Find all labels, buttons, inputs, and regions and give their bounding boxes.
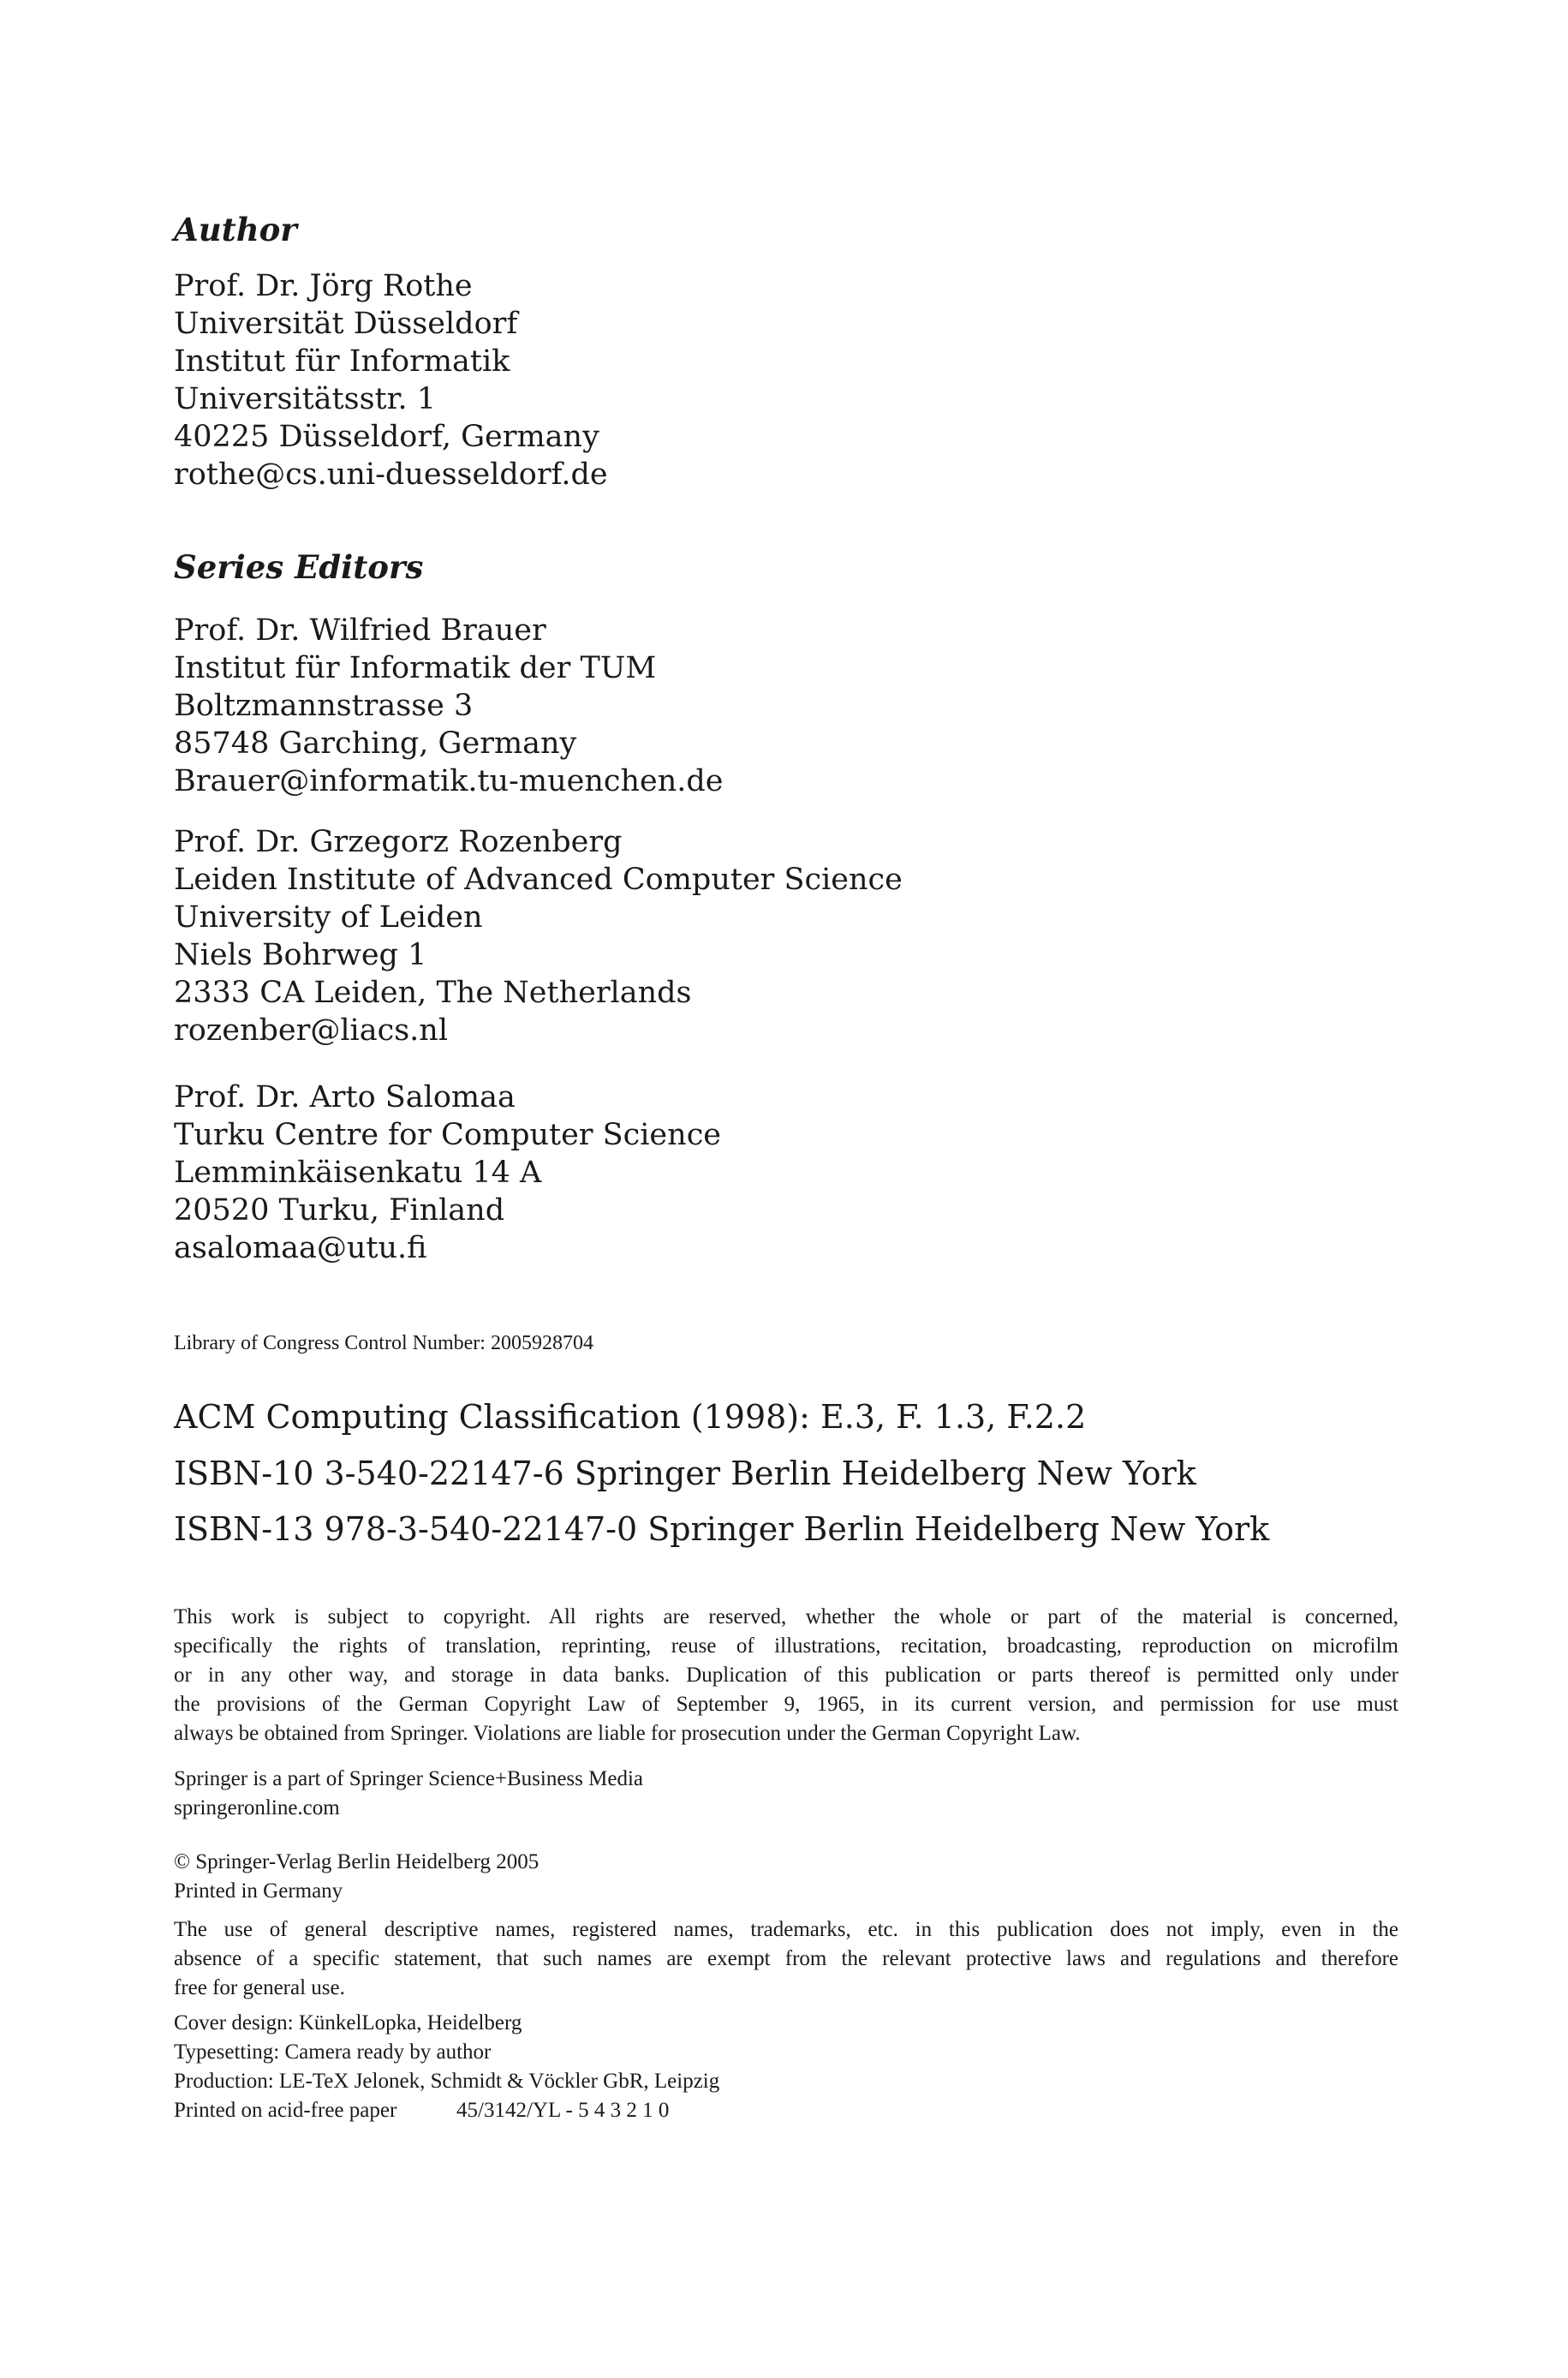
editor-address-brauer — [174, 612, 724, 800]
author-line: Prof. Dr. Jörg Rothe — [174, 269, 473, 303]
printed-in-line: Printed in Germany — [174, 1879, 343, 1903]
copyright-notice-line: the provisions of the German Copyright Law of September 9, 1965, in its current version, and permission for use must — [174, 1693, 1398, 1716]
author-line: Institut für Informatik — [174, 344, 510, 379]
names-notice — [174, 1915, 1398, 2003]
editor-line: 20520 Turku, Finland — [174, 1193, 505, 1228]
springer-website: springeronline.com — [174, 1796, 340, 1819]
editor-line: Prof. Dr. Wilfried Brauer — [174, 613, 546, 648]
editor-email: asalomaa@utu.fi — [174, 1231, 427, 1265]
editor-address-rozenberg — [174, 823, 903, 1049]
editor-line: 85748 Garching, Germany — [174, 726, 577, 761]
copyright-line: © Springer-Verlag Berlin Heidelberg 2005 — [174, 1850, 540, 1873]
copyright-notice — [174, 1603, 1398, 1748]
author-line: Universität Düsseldorf — [174, 307, 518, 341]
author-heading: Author — [174, 211, 297, 248]
production-credits — [174, 2009, 1398, 2125]
editor-line: 2333 CA Leiden, The Netherlands — [174, 976, 692, 1010]
library-of-congress-number: Library of Congress Control Number: 2005928704 — [174, 1332, 593, 1354]
editor-line: Prof. Dr. Arto Salomaa — [174, 1080, 516, 1114]
editor-line: Turku Centre for Computer Science — [174, 1118, 722, 1152]
cover-design-line: Cover design: KünkelLopka, Heidelberg — [174, 2011, 522, 2034]
acid-free-paper: Printed on acid-free paper — [174, 2099, 397, 2122]
production-line: Production: LE-TeX Jelonek, Schmidt & Vöckler GbR, Leipzig — [174, 2070, 720, 2093]
copyright-notice-line: always be obtained from Springer. Violations are liable for prosecution under the German Copyright Law. — [174, 1722, 1081, 1745]
editor-line: Leiden Institute of Advanced Computer Science — [174, 863, 903, 897]
isbn-13: ISBN-13 978-3-540-22147-0 Springer Berlin Heidelberg New York — [174, 1510, 1270, 1548]
copyright-notice-line: This work is subject to copyright. All rights are reserved, whether the whole or part of the material is concerned, — [174, 1605, 1398, 1628]
copyright-notice-line: or in any other way, and storage in data banks. Duplication of this publication or parts thereof is permitted only under — [174, 1664, 1398, 1687]
author-line: Universitätsstr. 1 — [174, 382, 436, 416]
acm-classification: ACM Computing Classification (1998): E.3, F. 1.3, F.2.2 — [174, 1398, 1087, 1436]
editor-line: Prof. Dr. Grzegorz Rozenberg — [174, 825, 623, 859]
copyright-info — [174, 1848, 1398, 1906]
editor-email: Brauer@informatik.tu-muenchen.de — [174, 764, 724, 798]
isbn-10: ISBN-10 3-540-22147-6 Springer Berlin Heidelberg New York — [174, 1455, 1196, 1492]
author-email: rothe@cs.uni-duesseldorf.de — [174, 457, 608, 492]
author-address — [174, 267, 608, 493]
editor-line: Niels Bohrweg 1 — [174, 938, 427, 972]
typesetting-line: Typesetting: Camera ready by author — [174, 2040, 492, 2064]
editor-line: Lemminkäisenkatu 14 A — [174, 1156, 542, 1190]
paper-line — [174, 2096, 1398, 2125]
print-code: 45/3142/YL - 5 4 3 2 1 0 — [456, 2099, 670, 2122]
editor-line: Boltzmannstrasse 3 — [174, 689, 474, 723]
editor-line: University of Leiden — [174, 900, 483, 935]
editor-email: rozenber@liacs.nl — [174, 1013, 449, 1048]
author-line: 40225 Düsseldorf, Germany — [174, 420, 599, 454]
names-notice-line: absence of a specific statement, that such names are exempt from the relevant protective laws and regulations and therefore — [174, 1947, 1398, 1970]
names-notice-line: The use of general descriptive names, registered names, trademarks, etc. in this publication does not imply, even in the — [174, 1918, 1398, 1941]
springer-part-line: Springer is a part of Springer Science+Business Media — [174, 1767, 644, 1790]
springer-info — [174, 1765, 1398, 1823]
series-editors-heading: Series Editors — [174, 548, 424, 586]
editor-line: Institut für Informatik der TUM — [174, 651, 657, 685]
names-notice-line: free for general use. — [174, 1976, 345, 1999]
copyright-notice-line: specifically the rights of translation, reprinting, reuse of illustrations, recitation, broadcasting, reproduction on microfilm — [174, 1634, 1398, 1658]
editor-address-salomaa — [174, 1078, 721, 1267]
